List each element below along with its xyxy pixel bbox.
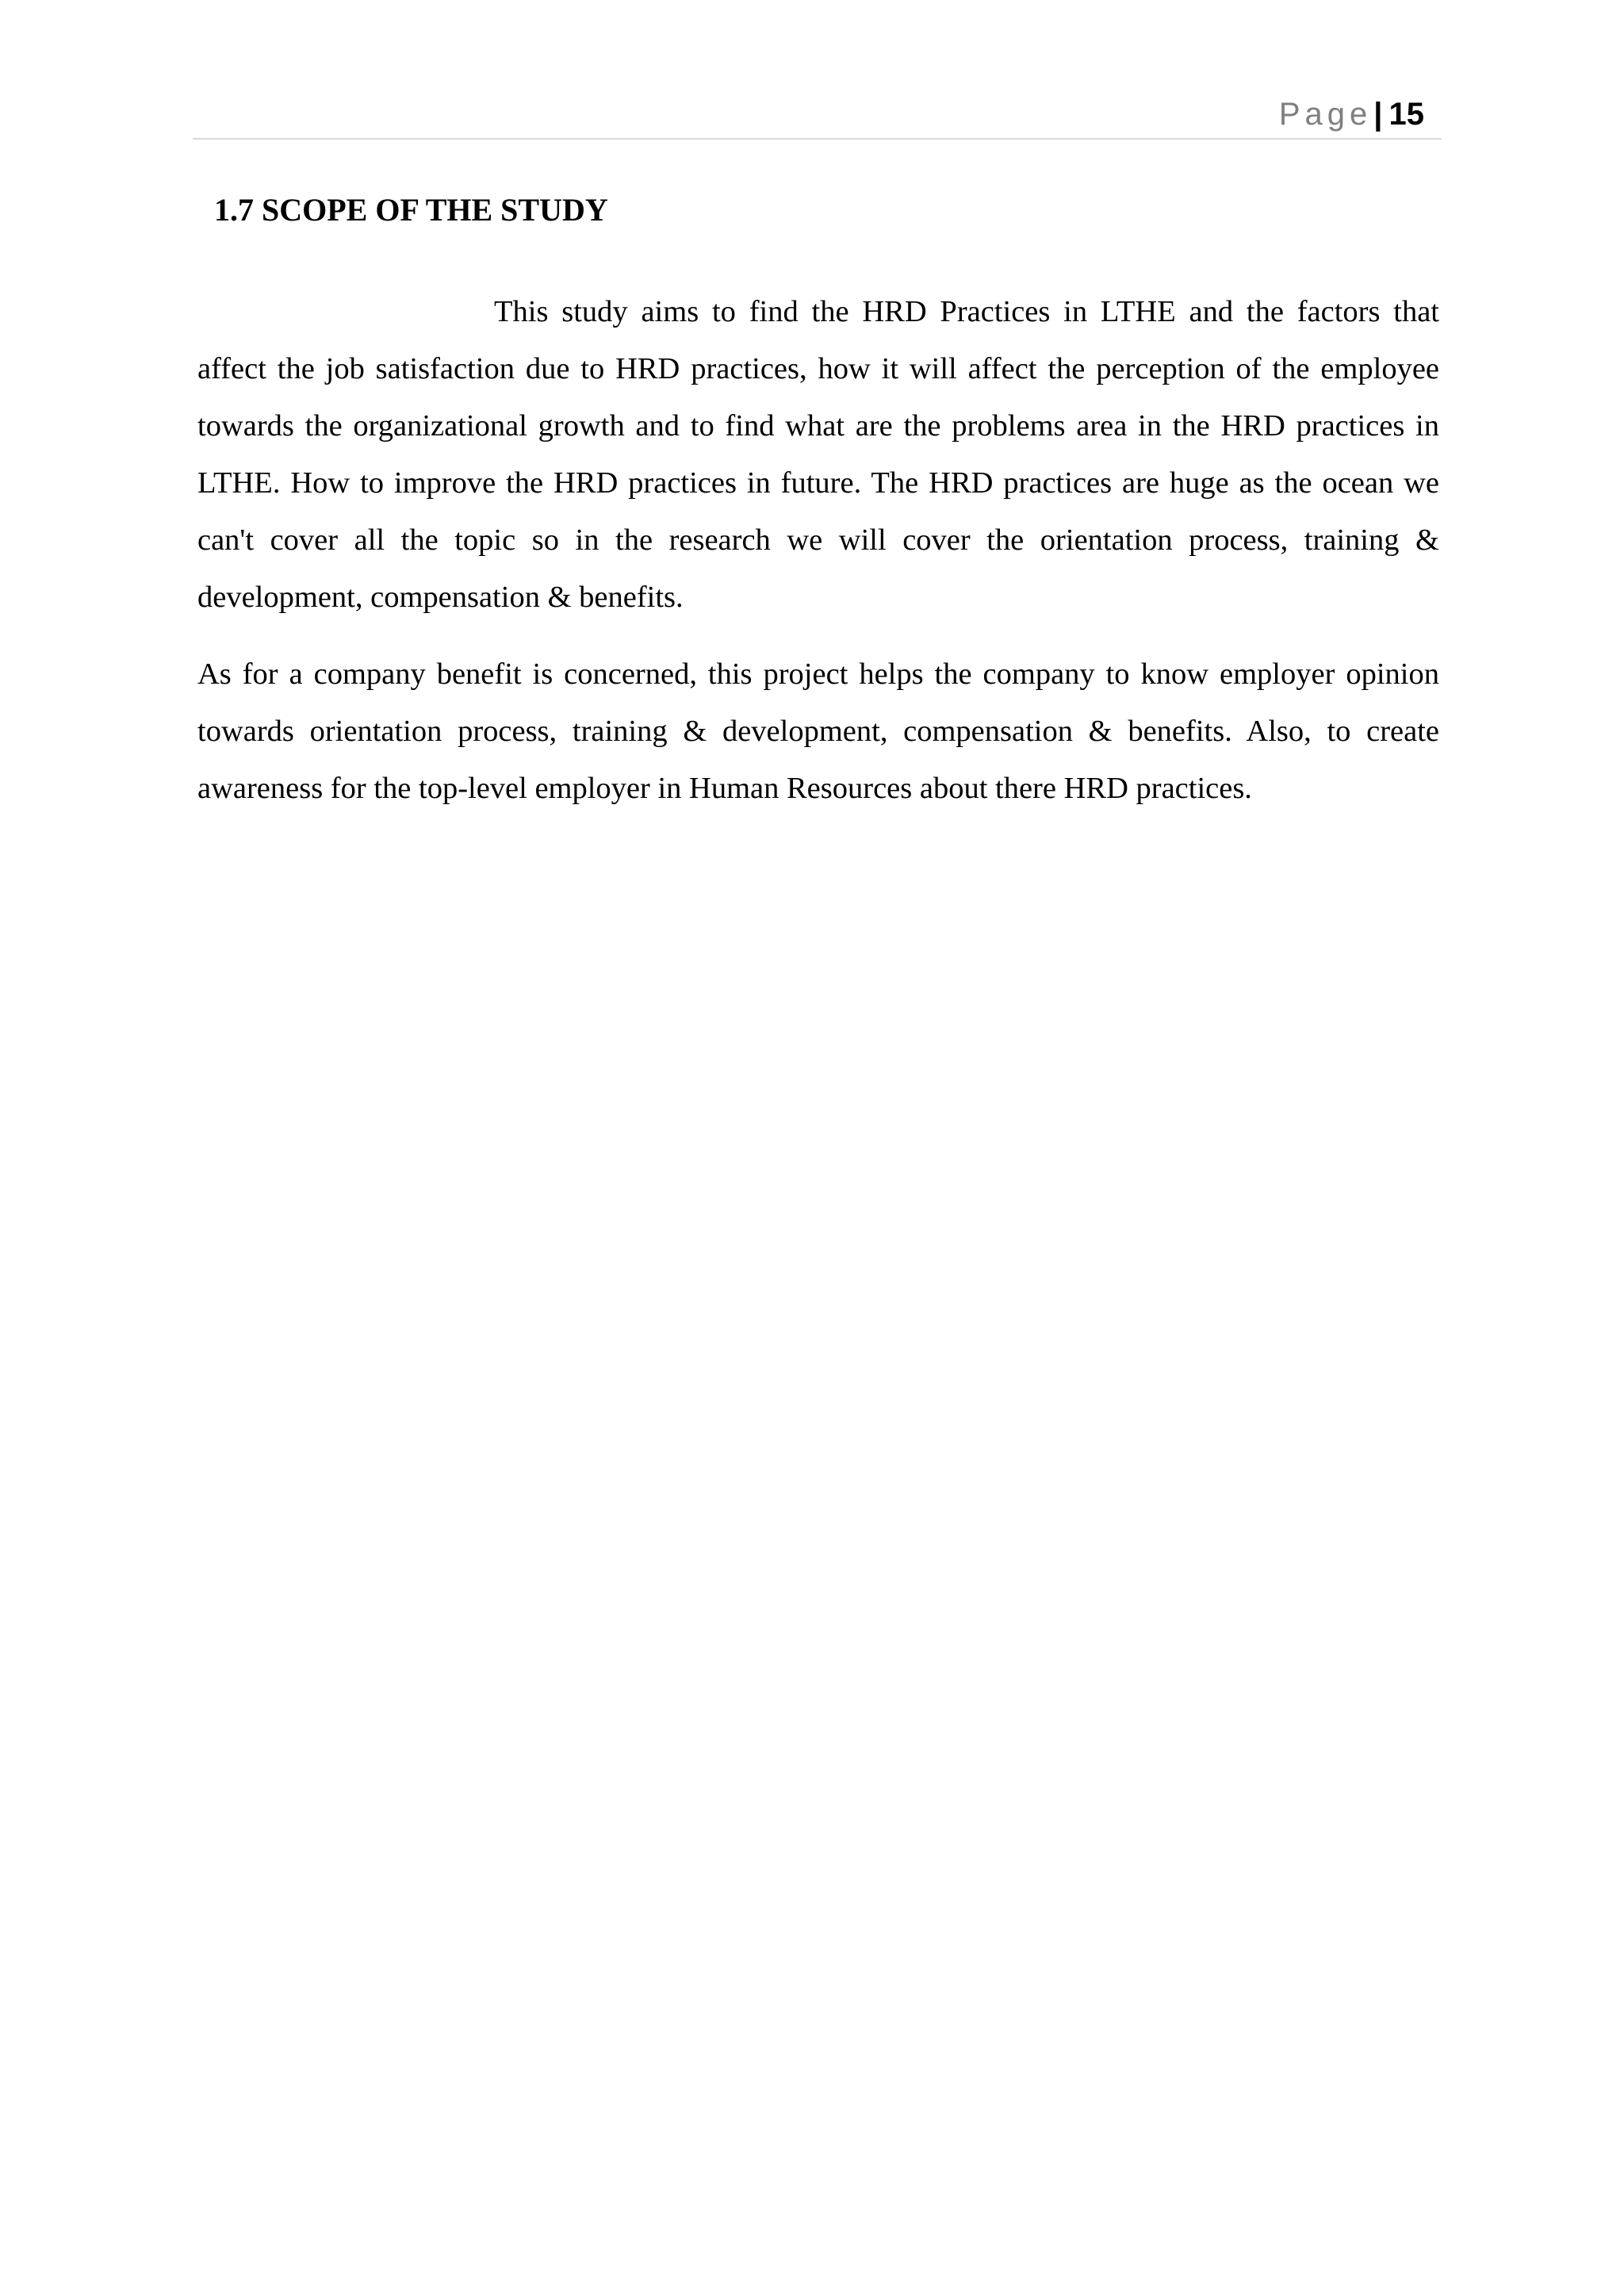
- page-header: [193, 94, 1442, 140]
- section-heading: 1.7 SCOPE OF THE STUDY: [214, 192, 608, 228]
- page-number: 15: [1388, 97, 1424, 132]
- page-number-label: [1279, 97, 1424, 132]
- page-separator: |: [1373, 97, 1383, 132]
- body-paragraph-1: This study aims to find the HRD Practices in LTHE and the factors that affect the job satisfaction due to HRD practices, how it will affect the perception of the employee towards the organizational growth and to find what are the problems area in the HRD practices in LTHE. How to improve the HRD practices in future. The HRD practices are huge as the ocean we can't cover all the topic so in the research we will cover the orientation process, training & development, compensation & benefits.: [197, 295, 1439, 614]
- body-paragraph-2: As for a company benefit is concerned, this project helps the company to know employer opinion towards orientation process, training & development, compensation & benefits. Also, to create awareness for the top-level employer in Human Resources about there HRD practices.: [197, 657, 1439, 805]
- page-word: Page: [1278, 97, 1373, 132]
